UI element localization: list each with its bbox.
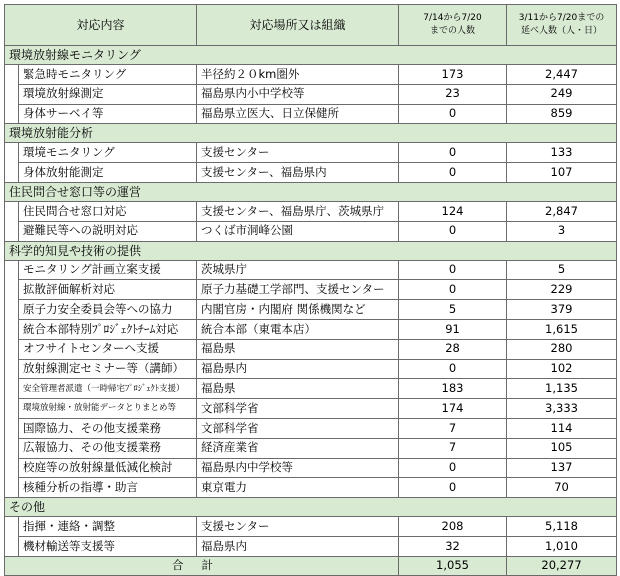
org-cell: 福島県立医大、日立保健所 — [197, 104, 399, 124]
org-cell: 支援センター、福島県庁、茨城県庁 — [197, 201, 399, 221]
task-cell: 広報協力、その他支援業務 — [19, 438, 197, 458]
header-total-line2: 延べ人数（人・日） — [521, 26, 603, 36]
total-count-cell: 379 — [507, 300, 617, 320]
table-row — [5, 143, 617, 163]
table-header-row — [5, 5, 617, 46]
task-cell: 緊急時モニタリング — [19, 65, 197, 85]
org-cell: 支援センター — [197, 143, 399, 163]
table-row — [5, 517, 617, 537]
table-row — [5, 339, 617, 359]
org-cell: 福島県内 — [197, 536, 399, 556]
category-name: 住民問合せ窓口等の運営 — [5, 182, 617, 201]
total-count-cell: 3,333 — [507, 399, 617, 419]
header-total — [507, 5, 617, 46]
indent-cell — [5, 143, 19, 163]
org-cell: 茨城県庁 — [197, 260, 399, 280]
indent-cell — [5, 458, 19, 478]
task-cell: 身体放射能測定 — [19, 163, 197, 183]
table-row — [5, 359, 617, 379]
total-count-cell: 3 — [507, 221, 617, 241]
week-count-cell: 5 — [399, 300, 507, 320]
week-count-cell: 0 — [399, 280, 507, 300]
total-label: 合計 — [5, 556, 399, 575]
total-count-cell: 5 — [507, 260, 617, 280]
indent-cell — [5, 536, 19, 556]
task-cell: 核種分析の指導・助言 — [19, 478, 197, 498]
header-content: 対応内容 — [5, 5, 197, 46]
table-row — [5, 221, 617, 241]
week-count-cell: 0 — [399, 260, 507, 280]
org-cell: 内閣官房・内閣府 関係機関など — [197, 300, 399, 320]
category-row — [5, 498, 617, 517]
org-cell: 福島県内 — [197, 359, 399, 379]
total-count-cell: 102 — [507, 359, 617, 379]
task-cell: 拡散評価解析対応 — [19, 280, 197, 300]
table-row — [5, 201, 617, 221]
table-row — [5, 163, 617, 183]
task-cell: 指揮・連絡・調整 — [19, 517, 197, 537]
total-row — [5, 556, 617, 575]
table-row — [5, 84, 617, 104]
indent-cell — [5, 65, 19, 85]
task-cell: 安全管理者派遣（一時帰宅ﾌﾟﾛｼﾞｪｸﾄ支援） — [19, 379, 197, 399]
task-cell: 環境放射線測定 — [19, 84, 197, 104]
week-count-cell: 0 — [399, 458, 507, 478]
week-count-cell: 32 — [399, 536, 507, 556]
category-row — [5, 182, 617, 201]
indent-cell — [5, 221, 19, 241]
total-count-cell: 249 — [507, 84, 617, 104]
indent-cell — [5, 379, 19, 399]
indent-cell — [5, 339, 19, 359]
task-cell: 身体サーベイ等 — [19, 104, 197, 124]
indent-cell — [5, 300, 19, 320]
task-cell: 住民問合せ窓口対応 — [19, 201, 197, 221]
org-cell: 支援センター、福島県内 — [197, 163, 399, 183]
week-count-cell: 0 — [399, 143, 507, 163]
org-cell: 支援センター — [197, 517, 399, 537]
total-grand: 20,277 — [507, 556, 617, 575]
header-org: 対応場所又は組織 — [197, 5, 399, 46]
week-count-cell: 91 — [399, 319, 507, 339]
week-count-cell: 183 — [399, 379, 507, 399]
table-row — [5, 399, 617, 419]
total-count-cell: 107 — [507, 163, 617, 183]
table-row — [5, 104, 617, 124]
total-count-cell: 229 — [507, 280, 617, 300]
org-cell: 原子力基礎工学部門、支援センター — [197, 280, 399, 300]
indent-cell — [5, 104, 19, 124]
table-body — [5, 46, 617, 557]
response-table — [4, 4, 617, 576]
table-row — [5, 260, 617, 280]
org-cell: 東京電力 — [197, 478, 399, 498]
total-count-cell: 5,118 — [507, 517, 617, 537]
table-row — [5, 300, 617, 320]
org-cell: 半径約２０km圏外 — [197, 65, 399, 85]
week-count-cell: 7 — [399, 438, 507, 458]
table-row — [5, 319, 617, 339]
total-count-cell: 1,135 — [507, 379, 617, 399]
category-row — [5, 241, 617, 260]
org-cell: 統合本部（東電本店） — [197, 319, 399, 339]
task-cell: 原子力安全委員会等への協力 — [19, 300, 197, 320]
total-week: 1,055 — [399, 556, 507, 575]
indent-cell — [5, 399, 19, 419]
header-total-line1: 3/11から7/20までの — [518, 12, 605, 23]
org-cell: つくば市洞峰公園 — [197, 221, 399, 241]
week-count-cell: 0 — [399, 478, 507, 498]
org-cell: 文部科学省 — [197, 418, 399, 438]
total-count-cell: 859 — [507, 104, 617, 124]
task-cell: 環境放射線・放射能データとりまとめ等 — [19, 399, 197, 419]
category-row — [5, 46, 617, 65]
week-count-cell: 0 — [399, 221, 507, 241]
total-count-cell: 1,010 — [507, 536, 617, 556]
indent-cell — [5, 359, 19, 379]
indent-cell — [5, 280, 19, 300]
org-cell: 福島県内小中学校等 — [197, 84, 399, 104]
indent-cell — [5, 201, 19, 221]
week-count-cell: 23 — [399, 84, 507, 104]
week-count-cell: 208 — [399, 517, 507, 537]
total-count-cell: 1,615 — [507, 319, 617, 339]
category-name: 環境放射線モニタリング — [5, 46, 617, 65]
indent-cell — [5, 418, 19, 438]
task-cell: 校庭等の放射線量低減化検討 — [19, 458, 197, 478]
week-count-cell: 173 — [399, 65, 507, 85]
indent-cell — [5, 438, 19, 458]
header-week-line1: 7/14から7/20 — [423, 12, 482, 23]
org-cell: 経済産業省 — [197, 438, 399, 458]
total-count-cell: 280 — [507, 339, 617, 359]
indent-cell — [5, 260, 19, 280]
task-cell: 放射線測定セミナー等（講師） — [19, 359, 197, 379]
table-row — [5, 536, 617, 556]
week-count-cell: 0 — [399, 359, 507, 379]
total-count-cell: 137 — [507, 458, 617, 478]
task-cell: 統合本部特別ﾌﾟﾛｼﾞｪｸﾄﾁｰﾑ対応 — [19, 319, 197, 339]
total-count-cell: 2,447 — [507, 65, 617, 85]
week-count-cell: 174 — [399, 399, 507, 419]
category-name: その他 — [5, 498, 617, 517]
total-count-cell: 114 — [507, 418, 617, 438]
task-cell: 国際協力、その他支援業務 — [19, 418, 197, 438]
indent-cell — [5, 478, 19, 498]
table-row — [5, 280, 617, 300]
table-row — [5, 438, 617, 458]
week-count-cell: 0 — [399, 163, 507, 183]
org-cell: 福島県内中学校等 — [197, 458, 399, 478]
task-cell: オフサイトセンターへ支援 — [19, 339, 197, 359]
task-cell: 環境モニタリング — [19, 143, 197, 163]
task-cell: 避難民等への説明対応 — [19, 221, 197, 241]
table-row — [5, 458, 617, 478]
header-week-line2: までの人数 — [430, 26, 476, 36]
category-name: 科学的知見や技術の提供 — [5, 241, 617, 260]
category-name: 環境放射能分析 — [5, 124, 617, 143]
table-row — [5, 379, 617, 399]
total-count-cell: 105 — [507, 438, 617, 458]
org-cell: 福島県 — [197, 339, 399, 359]
indent-cell — [5, 84, 19, 104]
week-count-cell: 28 — [399, 339, 507, 359]
table-row — [5, 418, 617, 438]
indent-cell — [5, 163, 19, 183]
table-row — [5, 65, 617, 85]
total-count-cell: 70 — [507, 478, 617, 498]
org-cell: 文部科学省 — [197, 399, 399, 419]
week-count-cell: 0 — [399, 104, 507, 124]
task-cell: 機材輸送等支援等 — [19, 536, 197, 556]
category-row — [5, 124, 617, 143]
org-cell: 福島県 — [197, 379, 399, 399]
table-row — [5, 478, 617, 498]
task-cell: モニタリング計画立案支援 — [19, 260, 197, 280]
total-count-cell: 2,847 — [507, 201, 617, 221]
total-count-cell: 133 — [507, 143, 617, 163]
indent-cell — [5, 319, 19, 339]
week-count-cell: 7 — [399, 418, 507, 438]
week-count-cell: 124 — [399, 201, 507, 221]
header-week — [399, 5, 507, 46]
indent-cell — [5, 517, 19, 537]
